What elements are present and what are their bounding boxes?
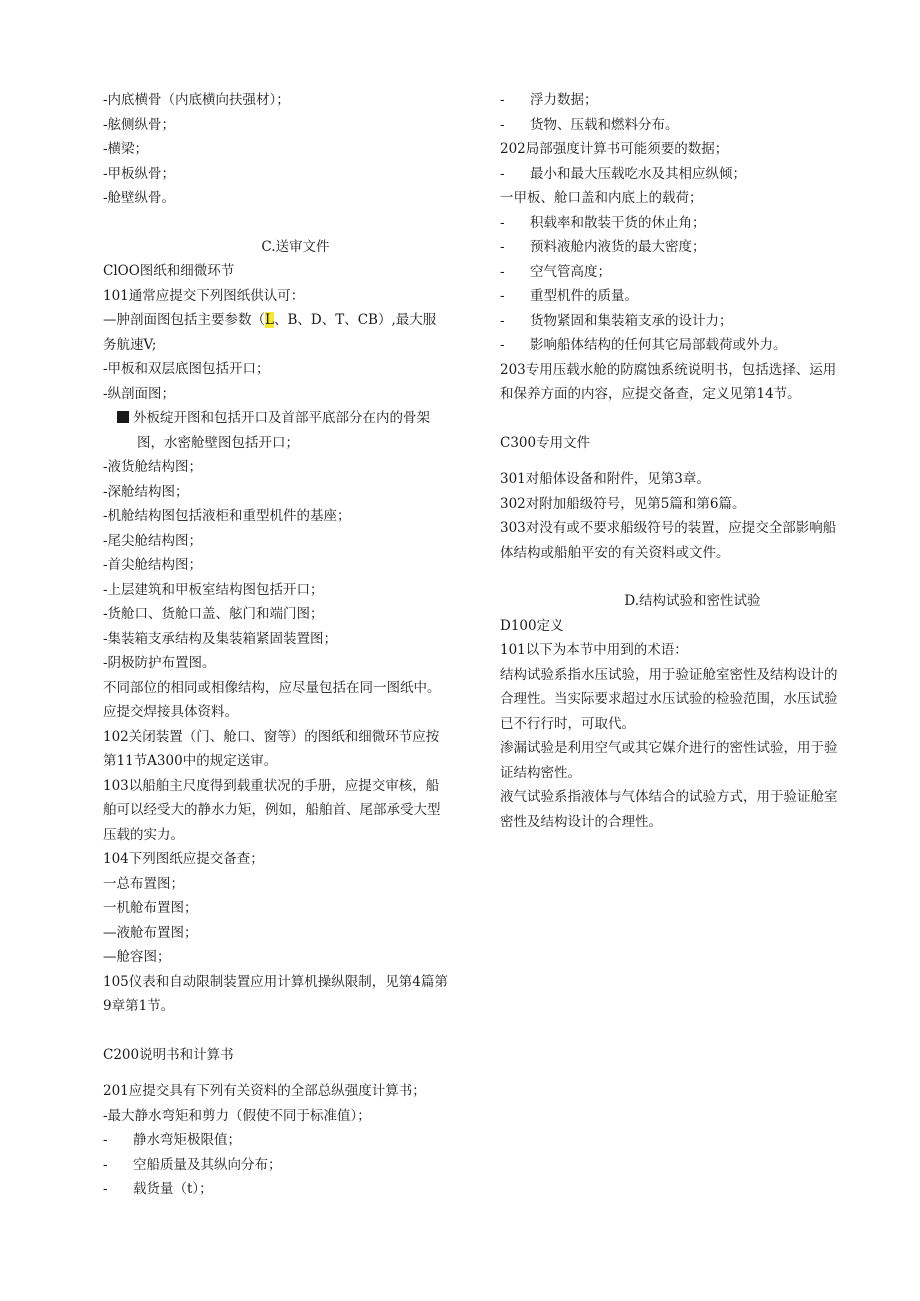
list-item: -上层建筑和甲板室结构图包括开口；	[103, 581, 324, 598]
list-item: -阴极防护布置图。	[103, 655, 216, 671]
text-span: 静水弯矩极限值；	[133, 1132, 241, 1148]
dash: -	[500, 263, 505, 280]
right-column	[500, 88, 885, 834]
list-item: -最大静水弯矩和剪力（假使不同于标准值）；	[103, 1107, 371, 1124]
paragraph-101: 101通常应提交下列图纸供认可：	[103, 287, 305, 304]
list-item: -液货舱结构图；	[103, 459, 203, 475]
dash: -	[500, 214, 505, 231]
text-line: -横梁；	[103, 141, 149, 157]
list-item	[500, 260, 885, 285]
text-span: —肿剖面图包括主要参数（	[103, 312, 265, 328]
list-item: —舱容图；	[103, 949, 171, 965]
list-item: —液舱布置图；	[103, 924, 198, 941]
list-item	[103, 1177, 488, 1202]
text-line: 9章第1节。	[103, 998, 175, 1014]
dash: -	[103, 1181, 108, 1197]
list-item	[500, 88, 885, 113]
text-span: 重型机件的质量。	[530, 288, 638, 304]
list-item: 一总布置图；	[103, 875, 184, 892]
paragraph-303: 303对没有或不要求船级符号的装置，应提交全部影响船	[500, 520, 837, 536]
section-heading-c: C.送审文件	[261, 238, 330, 255]
list-item: -深舱结构图；	[103, 483, 189, 500]
text-span: 货物、压载和燃料分布。	[530, 116, 679, 133]
subsection-d100: D100定义	[500, 617, 564, 634]
text-span: 影响船体结构的任何其它局部载荷或外力。	[530, 337, 787, 353]
paragraph-302: 302对附加船级符号，见第5篇和第6篇。	[500, 495, 746, 512]
text-span: 、B、D、T、CB）,最大服	[273, 312, 437, 328]
list-item	[500, 113, 885, 138]
paragraph-104: 104下列图纸应提交备查；	[103, 851, 264, 867]
list-item	[103, 1128, 488, 1153]
dash: -	[500, 288, 505, 304]
text-line: 舶可以经受大的静水力矩，例如，船舶首、尾部承受大型	[103, 802, 441, 818]
list-item: -甲板和双层底图包括开口；	[103, 361, 270, 377]
text-line: 体结构或船舶平安的有关资料或文件。	[500, 544, 730, 561]
dash: -	[500, 116, 505, 133]
text-line: 已不行行时，可取代。	[500, 715, 635, 732]
section-heading-d: D.结构试验和密性试验	[624, 593, 761, 609]
text-span: 预料液舱内液货的最大密度；	[530, 239, 706, 255]
list-item: -尾尖舱结构图；	[103, 532, 203, 549]
dash: -	[500, 92, 505, 108]
dash: -	[103, 1156, 108, 1173]
list-item	[500, 284, 885, 309]
list-item	[500, 162, 885, 187]
list-item: -纵剖面图；	[103, 385, 176, 402]
text-span: 最小和最大压载吃水及其相应纵倾；	[530, 165, 746, 182]
dash: -	[500, 337, 505, 353]
highlighted-text: L	[265, 312, 274, 328]
paragraph-102: 102关闭装置（门、舱口、窗等）的图纸和细微环节应按	[103, 728, 440, 745]
text-line: -内底横骨（内底横向扶强材）；	[103, 92, 290, 108]
list-item: -货舱口、货舱口盖、舷门和端门图；	[103, 606, 324, 622]
dash: -	[103, 1132, 108, 1148]
text-span: 空气管高度；	[530, 263, 611, 280]
dash: -	[500, 312, 505, 329]
text-line: 应提交焊接具体资料。	[103, 704, 238, 720]
subsection-c300: C300专用文件	[500, 434, 591, 451]
list-item: -集装箱支承结构及集装箱紧固装置图；	[103, 630, 338, 647]
text-span: 外板绽开图和包括开口及首部平底部分在内的骨架	[133, 410, 430, 426]
text-line: 密性及结构设计的合理性。	[500, 813, 662, 830]
list-item	[500, 333, 885, 358]
term-structural-test: 结构试验系指水压试验，用于验证舱室密性及结构设计的	[500, 666, 838, 683]
paragraph-101-a	[103, 308, 488, 333]
list-item: -机舱结构图包括液柜和重型机件的基座；	[103, 508, 351, 524]
subsection-c200: C200说明书和计算书	[103, 1046, 234, 1063]
paragraph-301: 301对船体设备和附件，见第3章。	[500, 471, 710, 487]
text-span: 浮力数据；	[530, 92, 598, 108]
text-span: 货物紧固和集装箱支承的设计力；	[530, 312, 733, 329]
paragraph-202: 202局部强度计算书可能须要的数据；	[500, 141, 729, 157]
paragraph-103: 103以船舶主尺度得到载重状况的手册，应提交审核，船	[103, 777, 440, 794]
dash: -	[500, 165, 505, 182]
text-line: 证结构密性。	[500, 764, 581, 781]
text-line: 不同部位的相同或相像结构，应尽量包括在同一图纸中。	[103, 679, 441, 696]
text-line: 合理性。当实际要求超过水压试验的检验范围，水压试验	[500, 691, 838, 707]
subsection-c100: ClOO图纸和细微环节	[103, 263, 235, 279]
list-item	[103, 1153, 488, 1178]
paragraph-201: 201应提交具有下列有关资料的全部总纵强度计算书；	[103, 1083, 426, 1099]
text-line: -舱壁纵骨。	[103, 190, 176, 206]
list-item: 一甲板、舱口盖和内底上的载荷；	[500, 190, 703, 206]
paragraph-203: 203专用压载水舱的防腐蚀系统说明书，包括选择、运用	[500, 361, 837, 378]
text-line: 和保养方面的内容，应提交备查，定义见第14节。	[500, 386, 801, 402]
left-column	[103, 88, 488, 1202]
list-item	[500, 211, 885, 236]
text-span: 载货量（t）；	[133, 1181, 213, 1197]
list-item	[500, 309, 885, 334]
text-line: 务航速V;	[103, 336, 157, 353]
term-leak-test: 渗漏试验是利用空气或其它媒介进行的密性试验，用于验	[500, 740, 838, 756]
list-item: 一机舱布置图；	[103, 900, 198, 916]
paragraph-d101: 101以下为本节中用到的术语：	[500, 642, 688, 658]
paragraph-105: 105仪表和自动限制装置应用计算机操纵限制，见第4篇第	[103, 973, 448, 990]
text-line: -舷侧纵骨；	[103, 116, 176, 133]
dash: -	[500, 239, 505, 255]
text-line: 第11节A300中的规定送审。	[103, 753, 278, 769]
term-hydropneumatic-test: 液气试验系指液体与气体结合的试验方式，用于验证舱室	[500, 789, 838, 805]
list-item	[103, 406, 488, 431]
text-line: 压载的实力。	[103, 826, 184, 843]
text-line: -甲板纵骨；	[103, 165, 176, 182]
list-item: -首尖舱结构图；	[103, 557, 203, 573]
text-line: 图，水密舱壁图包括开口；	[137, 434, 299, 451]
square-bullet-icon	[117, 411, 129, 423]
text-span: 积载率和散装干货的休止角；	[530, 214, 706, 231]
list-item	[500, 235, 885, 260]
text-span: 空船质量及其纵向分布；	[133, 1156, 282, 1173]
